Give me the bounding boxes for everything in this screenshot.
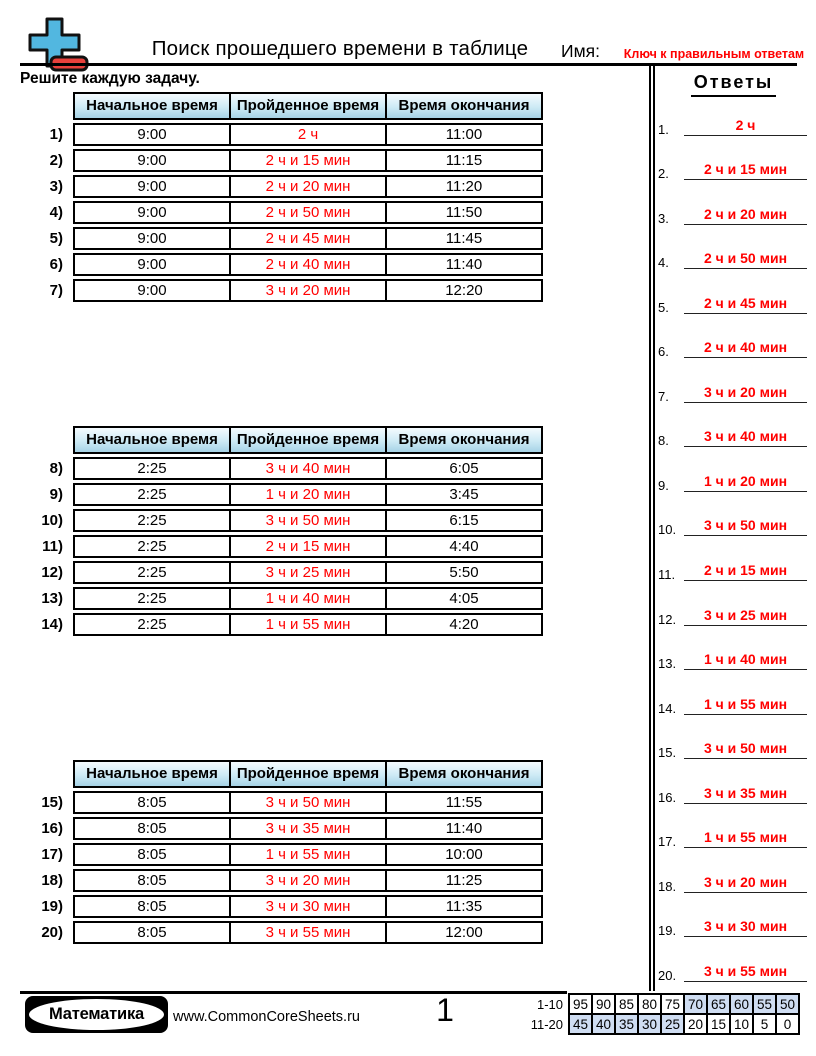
start-time-cell: 2:25: [73, 535, 231, 558]
answer-text: 2 ч: [735, 116, 756, 133]
spacer-cell: [20, 426, 73, 454]
header-rule: [20, 63, 797, 66]
end-time-cell: 5:50: [387, 561, 543, 584]
answer-number: 8.: [658, 433, 669, 449]
answer-number: 5.: [658, 299, 669, 315]
score-cell: 15: [707, 1014, 730, 1034]
row-number: 18): [41, 872, 63, 889]
answer-item: [657, 322, 810, 367]
answer-blank-line: [684, 295, 807, 314]
column-header-start-time: Начальное время: [73, 92, 231, 120]
row-number: 2): [49, 152, 63, 169]
start-time-cell: 9:00: [73, 149, 231, 172]
answer-text: 2 ч и 50 мин: [703, 250, 788, 267]
elapsed-time-answer-cell: 3 ч и 50 мин: [231, 791, 387, 814]
elapsed-time-answer-cell: 3 ч и 55 мин: [231, 921, 387, 944]
row-number: 3): [49, 178, 63, 195]
start-time-cell: 2:25: [73, 509, 231, 532]
answer-blank-line: [684, 963, 807, 982]
start-time-cell: 9:00: [73, 253, 231, 276]
table-row: [20, 279, 543, 302]
answer-blank-line: [684, 607, 807, 626]
end-time-cell: 3:45: [387, 483, 543, 506]
answer-number: 14.: [658, 700, 677, 716]
table-row: [20, 587, 543, 610]
score-cell: 70: [684, 994, 707, 1014]
answer-item: [657, 144, 810, 189]
answer-blank-line: [684, 473, 807, 492]
start-time-cell: 8:05: [73, 791, 231, 814]
answer-text: 3 ч и 40 мин: [703, 428, 788, 445]
start-time-cell: 8:05: [73, 843, 231, 866]
table-row: [20, 123, 543, 146]
end-time-cell: 10:00: [387, 843, 543, 866]
end-time-cell: 11:25: [387, 869, 543, 892]
table-row: [20, 869, 543, 892]
answer-blank-line: [684, 874, 807, 893]
start-time-cell: 9:00: [73, 175, 231, 198]
answer-text: 2 ч и 20 мин: [703, 205, 788, 222]
answer-blank-line: [684, 117, 807, 136]
answer-blank-line: [684, 250, 807, 269]
row-number: 19): [41, 898, 63, 915]
score-cell: 45: [569, 1014, 592, 1034]
name-label: Имя:: [561, 41, 600, 61]
answer-text: 1 ч и 40 мин: [703, 651, 788, 668]
score-cell: 60: [730, 994, 753, 1014]
score-row: [527, 994, 799, 1014]
end-time-cell: 6:05: [387, 457, 543, 480]
answer-blank-line: [684, 384, 807, 403]
answer-item: [657, 99, 810, 144]
start-time-cell: 2:25: [73, 613, 231, 636]
answer-blank-line: [684, 339, 807, 358]
answer-number: 4.: [658, 255, 669, 271]
end-time-cell: 4:05: [387, 587, 543, 610]
answer-number: 16.: [658, 789, 677, 805]
answer-item: [657, 856, 810, 901]
score-range-label: 1-10: [536, 996, 563, 1012]
end-time-cell: 11:20: [387, 175, 543, 198]
start-time-cell: 9:00: [73, 123, 231, 146]
answer-text: 2 ч и 15 мин: [703, 562, 788, 579]
table-row: [20, 561, 543, 584]
answer-number: 19.: [658, 923, 677, 939]
answer-text: 3 ч и 55 мин: [703, 962, 788, 979]
row-number: 15): [41, 794, 63, 811]
elapsed-time-answer-cell: 1 ч и 40 мин: [231, 587, 387, 610]
problems-table-3: [20, 757, 543, 947]
column-header-end-time: Время окончания: [387, 426, 543, 454]
score-cell: 75: [661, 994, 684, 1014]
table-row: [20, 175, 543, 198]
footer-rule: [20, 991, 567, 994]
answer-blank-line: [684, 829, 807, 848]
table-row: [20, 613, 543, 636]
score-cell: 50: [776, 994, 799, 1014]
answer-blank-line: [684, 206, 807, 225]
elapsed-time-answer-cell: 3 ч и 35 мин: [231, 817, 387, 840]
table-row: [20, 149, 543, 172]
answer-text: 3 ч и 30 мин: [703, 918, 788, 935]
start-time-cell: 9:00: [73, 227, 231, 250]
start-time-cell: 2:25: [73, 587, 231, 610]
score-cell: 35: [615, 1014, 638, 1034]
elapsed-time-answer-cell: 1 ч и 55 мин: [231, 613, 387, 636]
table-row: [20, 457, 543, 480]
table-row: [20, 253, 543, 276]
row-number: 10): [41, 512, 63, 529]
answer-key-label: Ключ к правильным ответам: [623, 47, 805, 61]
score-cell: 55: [753, 994, 776, 1014]
answer-text: 3 ч и 50 мин: [703, 740, 788, 757]
score-cell: 90: [592, 994, 615, 1014]
answer-number: 1.: [658, 121, 669, 137]
answer-text: 2 ч и 45 мин: [703, 294, 788, 311]
answer-item: [657, 634, 810, 679]
answer-number: 12.: [658, 611, 677, 627]
spacer-cell: [20, 92, 73, 120]
start-time-cell: 9:00: [73, 201, 231, 224]
answer-item: [657, 723, 810, 768]
table-row: [20, 921, 543, 944]
answer-number: 7.: [658, 388, 669, 404]
answer-item: [657, 277, 810, 322]
elapsed-time-answer-cell: 2 ч: [231, 123, 387, 146]
answer-text: 2 ч и 40 мин: [703, 339, 788, 356]
answer-text: 1 ч и 55 мин: [703, 695, 788, 712]
start-time-cell: 8:05: [73, 869, 231, 892]
answer-number: 15.: [658, 745, 677, 761]
row-number: 11): [42, 538, 63, 555]
start-time-cell: 8:05: [73, 895, 231, 918]
elapsed-time-answer-cell: 3 ч и 50 мин: [231, 509, 387, 532]
table-row: [20, 791, 543, 814]
answer-number: 3.: [658, 210, 669, 226]
table-row: [20, 509, 543, 532]
answer-item: [657, 678, 810, 723]
score-cell: 20: [684, 1014, 707, 1034]
start-time-cell: 2:25: [73, 561, 231, 584]
answer-blank-line: [684, 161, 807, 180]
start-time-cell: 2:25: [73, 457, 231, 480]
answer-blank-line: [684, 651, 807, 670]
end-time-cell: 12:20: [387, 279, 543, 302]
answer-number: 6.: [658, 344, 669, 360]
brand-logo: [25, 996, 168, 1033]
column-header-end-time: Время окончания: [387, 92, 543, 120]
brand-logo-oval: [29, 999, 164, 1030]
table-header-row: [20, 92, 543, 120]
table-row: [20, 843, 543, 866]
elapsed-time-answer-cell: 3 ч и 20 мин: [231, 279, 387, 302]
column-header-start-time: Начальное время: [73, 760, 231, 788]
answer-number: 17.: [658, 834, 677, 850]
score-cell: 95: [569, 994, 592, 1014]
table-row: [20, 817, 543, 840]
row-number: 1): [49, 126, 63, 143]
score-cell: 30: [638, 1014, 661, 1034]
answer-item: [657, 901, 810, 946]
answer-number: 10.: [658, 522, 677, 538]
row-number: 7): [49, 282, 63, 299]
table-header-row: [20, 426, 543, 454]
row-number: 14): [41, 616, 63, 633]
answers-list: [657, 99, 810, 990]
elapsed-time-answer-cell: 1 ч и 55 мин: [231, 843, 387, 866]
end-time-cell: 11:55: [387, 791, 543, 814]
spacer-cell: [20, 760, 73, 788]
answer-blank-line: [684, 785, 807, 804]
score-cell: 5: [753, 1014, 776, 1034]
end-time-cell: 11:00: [387, 123, 543, 146]
table-header-row: [20, 760, 543, 788]
answer-item: [657, 233, 810, 278]
answer-item: [657, 544, 810, 589]
answer-text: 3 ч и 35 мин: [703, 784, 788, 801]
answer-item: [657, 188, 810, 233]
answer-item: [657, 812, 810, 857]
answer-blank-line: [684, 740, 807, 759]
answer-item: [657, 589, 810, 634]
score-cell: 10: [730, 1014, 753, 1034]
end-time-cell: 12:00: [387, 921, 543, 944]
end-time-cell: 4:20: [387, 613, 543, 636]
start-time-cell: 9:00: [73, 279, 231, 302]
end-time-cell: 4:40: [387, 535, 543, 558]
row-number: 4): [49, 204, 63, 221]
answer-text: 3 ч и 20 мин: [703, 873, 788, 890]
answers-panel-title: [657, 72, 810, 97]
column-header-end-time: Время окончания: [387, 760, 543, 788]
score-row: [527, 1014, 799, 1034]
website-url: www.CommonCoreSheets.ru: [173, 1009, 360, 1025]
table-row: [20, 535, 543, 558]
answer-text: 3 ч и 50 мин: [703, 517, 788, 534]
answer-number: 9.: [658, 477, 669, 493]
answer-blank-line: [684, 696, 807, 715]
score-range-label: 11-20: [530, 1016, 563, 1032]
score-cell: 65: [707, 994, 730, 1014]
score-cell: 0: [776, 1014, 799, 1034]
score-cell: 80: [638, 994, 661, 1014]
row-number: 17): [41, 846, 63, 863]
column-header-start-time: Начальное время: [73, 426, 231, 454]
answer-number: 11.: [658, 567, 676, 583]
instructions-text: Решите каждую задачу.: [20, 70, 200, 87]
answer-number: 13.: [658, 656, 677, 672]
answer-blank-line: [684, 428, 807, 447]
answers-divider-line: [649, 66, 655, 991]
answer-text: 3 ч и 25 мин: [703, 606, 788, 623]
end-time-cell: 11:35: [387, 895, 543, 918]
row-number: 20): [41, 924, 63, 941]
table-row: [20, 483, 543, 506]
elapsed-time-answer-cell: 3 ч и 40 мин: [231, 457, 387, 480]
row-number: 12): [41, 564, 63, 581]
elapsed-time-answer-cell: 2 ч и 15 мин: [231, 535, 387, 558]
score-cell: 40: [592, 1014, 615, 1034]
row-number: 5): [49, 230, 63, 247]
start-time-cell: 8:05: [73, 921, 231, 944]
score-cell: 85: [615, 994, 638, 1014]
answer-text: 2 ч и 15 мин: [703, 161, 788, 178]
elapsed-time-answer-cell: 2 ч и 50 мин: [231, 201, 387, 224]
page-title: Поиск прошедшего времени в таблице: [151, 37, 529, 60]
answer-number: 2.: [658, 166, 669, 182]
elapsed-time-answer-cell: 3 ч и 30 мин: [231, 895, 387, 918]
answer-text: 1 ч и 55 мин: [703, 829, 788, 846]
end-time-cell: 11:40: [387, 253, 543, 276]
answer-text: 1 ч и 20 мин: [703, 472, 788, 489]
answer-number: 18.: [658, 878, 677, 894]
score-cell: 25: [661, 1014, 684, 1034]
page-number: 1: [436, 992, 454, 1028]
elapsed-time-answer-cell: 2 ч и 20 мин: [231, 175, 387, 198]
table-row: [20, 227, 543, 250]
row-number: 6): [49, 256, 63, 273]
answers-title-text: Ответы: [691, 72, 777, 97]
column-header-elapsed-time: Пройденное время: [231, 92, 387, 120]
answer-blank-line: [684, 918, 807, 937]
answer-item: [657, 500, 810, 545]
answer-item: [657, 411, 810, 456]
brand-name: Математика: [49, 1005, 144, 1023]
elapsed-time-answer-cell: 3 ч и 25 мин: [231, 561, 387, 584]
problems-table-2: [20, 423, 543, 639]
start-time-cell: 8:05: [73, 817, 231, 840]
start-time-cell: 2:25: [73, 483, 231, 506]
row-number: 13): [41, 590, 63, 607]
end-time-cell: 11:50: [387, 201, 543, 224]
end-time-cell: 11:15: [387, 149, 543, 172]
elapsed-time-answer-cell: 2 ч и 40 мин: [231, 253, 387, 276]
answer-item: [657, 767, 810, 812]
elapsed-time-answer-cell: 2 ч и 45 мин: [231, 227, 387, 250]
problems-table-1: [20, 89, 543, 305]
table-row: [20, 895, 543, 918]
end-time-cell: 11:45: [387, 227, 543, 250]
elapsed-time-answer-cell: 1 ч и 20 мин: [231, 483, 387, 506]
answer-item: [657, 366, 810, 411]
row-number: 8): [49, 460, 63, 477]
answers-panel: [657, 72, 810, 990]
answer-item: [657, 455, 810, 500]
answer-text: 3 ч и 20 мин: [703, 383, 788, 400]
row-number: 9): [49, 486, 63, 503]
answer-blank-line: [684, 517, 807, 536]
row-number: 16): [41, 820, 63, 837]
column-header-elapsed-time: Пройденное время: [231, 760, 387, 788]
answer-blank-line: [684, 562, 807, 581]
end-time-cell: 6:15: [387, 509, 543, 532]
column-header-elapsed-time: Пройденное время: [231, 426, 387, 454]
table-row: [20, 201, 543, 224]
answer-item: [657, 945, 810, 990]
scoring-grid: [527, 993, 800, 1035]
elapsed-time-answer-cell: 2 ч и 15 мин: [231, 149, 387, 172]
end-time-cell: 11:40: [387, 817, 543, 840]
answer-number: 20.: [658, 967, 677, 983]
elapsed-time-answer-cell: 3 ч и 20 мин: [231, 869, 387, 892]
